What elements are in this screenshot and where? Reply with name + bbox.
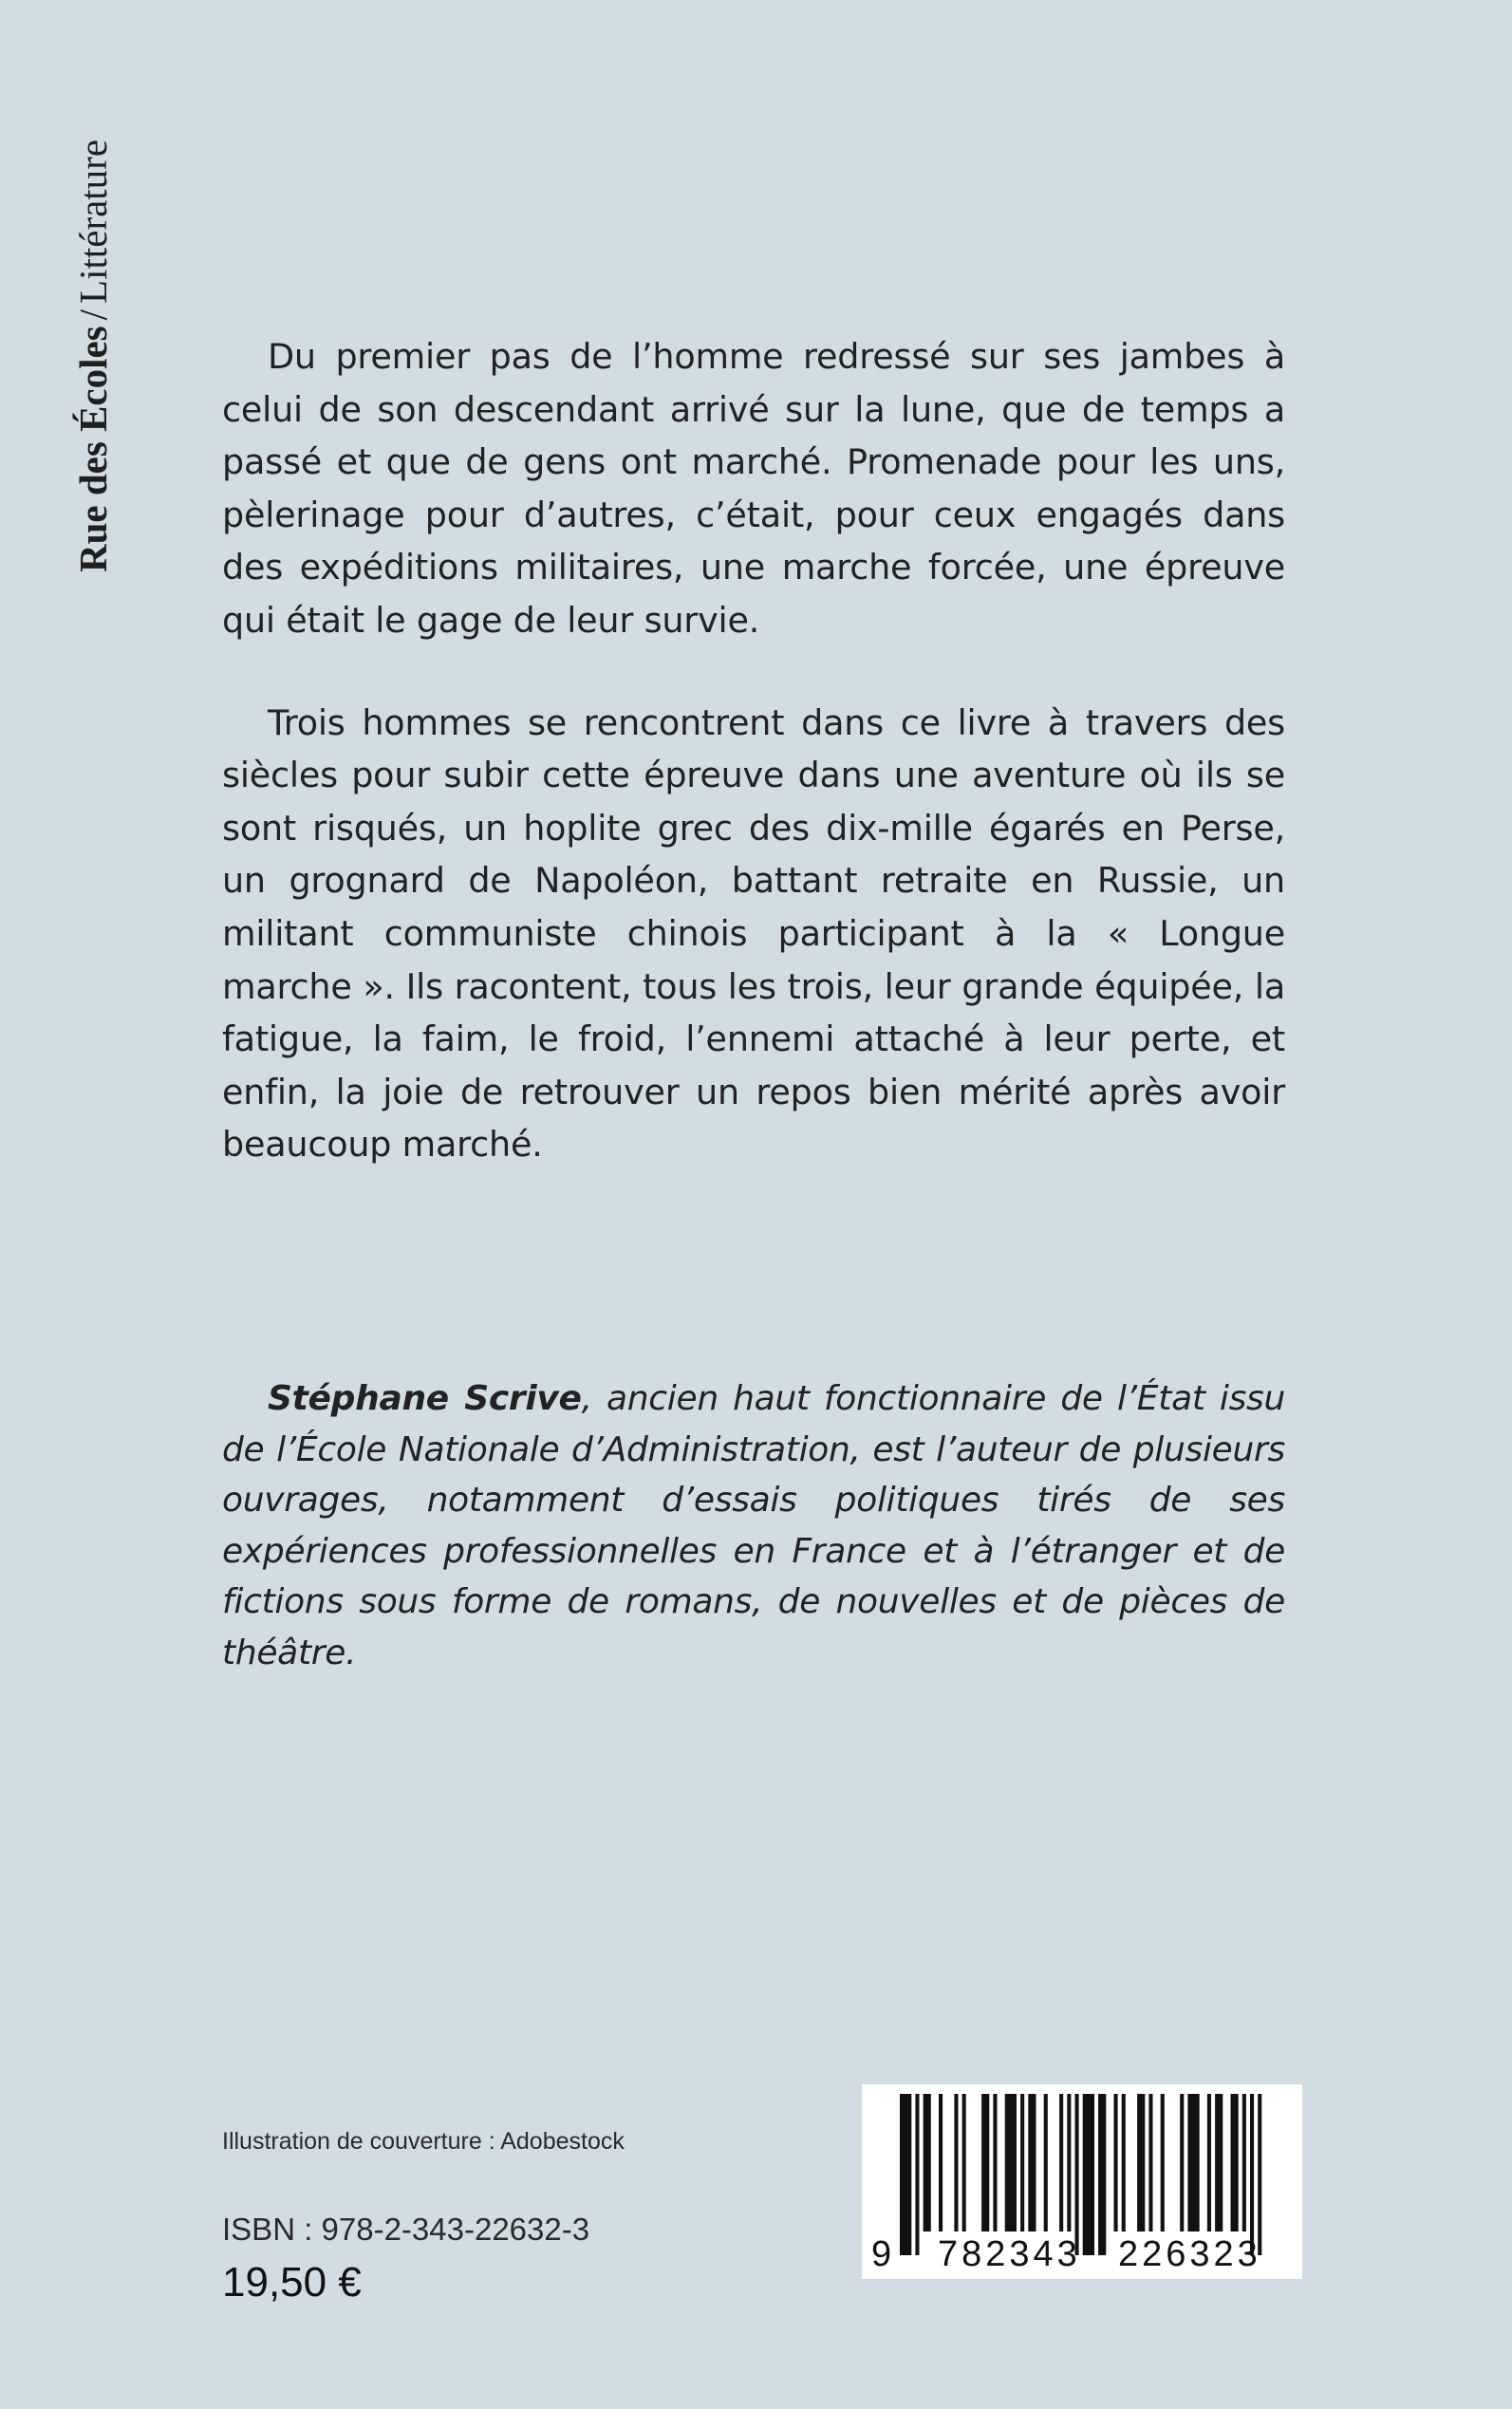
barcode-bar (1114, 2094, 1118, 2232)
barcode-bar (1180, 2094, 1184, 2232)
genre-name: Littérature (71, 139, 115, 304)
blurb-paragraph-1: Du premier pas de l’homme redressé sur ses jambes à celui de son descendant arrivé sur la lune, que de temps a passé et que de gens ont marché. Promenade pour les uns, pèlerinage pour d’autres, c’était, pour ceux engagés dans des expéditions militaires, une marche forcée, une épreuve qui était le gage de leur survie. (222, 336, 1285, 641)
spine-series-label (70, 140, 116, 572)
author-bio (222, 1373, 1285, 1678)
barcode-bar (1187, 2094, 1199, 2232)
barcode-bar (1020, 2094, 1024, 2232)
barcode-bar (993, 2094, 997, 2232)
barcode-bar (1098, 2094, 1106, 2255)
barcode-bar (1059, 2094, 1063, 2232)
barcode-bar (1122, 2094, 1126, 2232)
book-blurb (222, 330, 1285, 1171)
barcode-bar (939, 2094, 943, 2232)
series-separator: / (71, 308, 115, 321)
barcode-bar (1250, 2094, 1254, 2255)
blurb-paragraph-2: Trois hommes se rencontrent dans ce livre à travers des siècles pour subir cette épreuve dans une aventure où ils se sont risqués, un hoplite grec des dix-mille égarés en Perse, un grognard de Napoléon, battant retraite en Russie, un militant communiste chinois participant à la « Longue marche ». Ils racontent, tous les trois, leur grande équipée, la fatigue, la faim, le froid, l’ennemi attaché à leur perte, et enfin, la joie de retrouver un repos bien mérité après avoir beaucoup marché. (222, 701, 1285, 1166)
barcode-right-group: 226323 (1118, 2234, 1261, 2274)
barcode-bar (954, 2094, 958, 2232)
barcode-bar (1148, 2094, 1152, 2232)
barcode-bar (924, 2094, 931, 2232)
barcode-bar (962, 2094, 966, 2232)
isbn-number: ISBN : 978-2-343-22632-3 (222, 2212, 590, 2247)
barcode-bar (1137, 2094, 1145, 2232)
barcode-bar (1083, 2094, 1094, 2255)
barcode-bar (1075, 2094, 1079, 2255)
illustration-credit: Illustration de couverture : Adobestock (222, 2128, 625, 2155)
barcode (862, 2084, 1302, 2279)
barcode-bar (1258, 2094, 1261, 2255)
author-name: Stéphane Scrive (268, 1379, 582, 1418)
barcode-bar (1044, 2094, 1048, 2232)
barcode-bar (900, 2094, 911, 2255)
barcode-bar (1231, 2094, 1239, 2232)
barcode-bar (1028, 2094, 1036, 2232)
series-name: Rue des Écoles (71, 326, 115, 573)
price-label: 19,50 € (222, 2259, 362, 2306)
barcode-bar (1005, 2094, 1017, 2232)
barcode-first-digit: 9 (871, 2234, 892, 2274)
barcode-left-group: 782343 (938, 2234, 1081, 2274)
barcode-bar (1215, 2094, 1223, 2232)
barcode-bar (981, 2094, 989, 2232)
author-bio-text: , ancien haut fonctionnaire de l’État issu de l’École Nationale d’Administration, est l’auteur de plusieurs ouvrages, notamment d’essais politiques tirés de ses expériences professionnelles en France et à l’étranger et de fictions sous forme de romans, de nouvelles et de pièces de théâtre. (222, 1379, 1285, 1672)
barcode-bar (1161, 2094, 1165, 2232)
barcode-bar (915, 2094, 919, 2255)
barcode-bar (1067, 2094, 1071, 2232)
barcode-bar (1242, 2094, 1246, 2232)
barcode-bar (1207, 2094, 1211, 2232)
